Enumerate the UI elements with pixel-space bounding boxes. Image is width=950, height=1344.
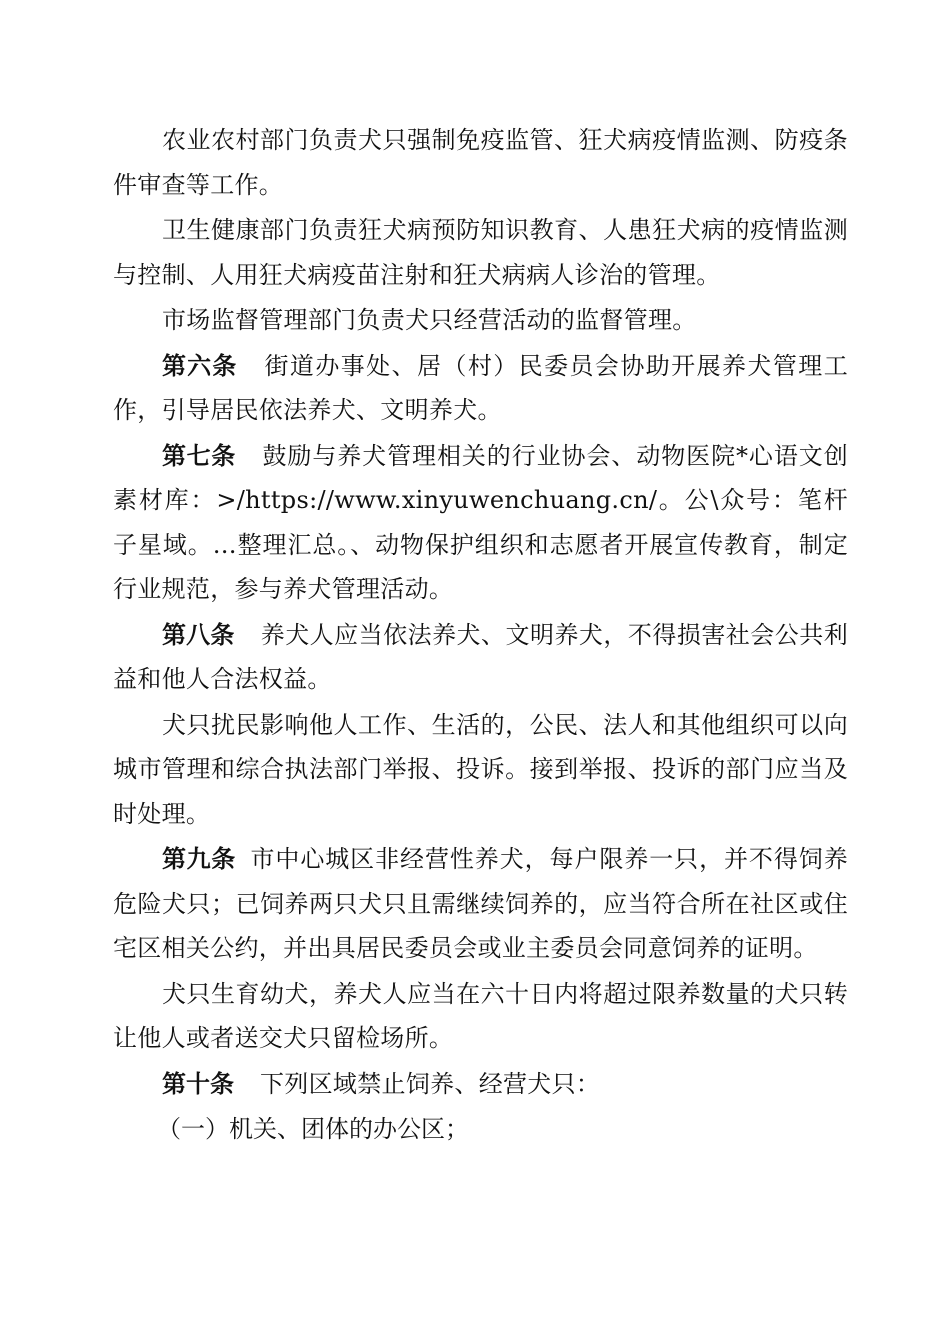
article-10 [113,1062,848,1107]
paragraph-puppies [113,972,848,1061]
article-number: 第七条 [162,441,236,470]
paragraph-text: 下列区域禁止饲养、经营犬只： [260,1069,601,1098]
paragraph-agriculture [113,118,848,207]
paragraph-text: 养犬人应当依法养犬、文明养犬，不得损害社会公共利益和他人合法权益。 [113,620,849,693]
paragraph-text: 卫生健康部门负责狂犬病预防知识教育、人患狂犬病的疫情监测与控制、人用狂犬病疫苗注射和狂犬病病人诊治的管理。 [113,216,848,289]
list-item: （一）机关、团体的办公区； [157,1115,469,1143]
paragraph-text: 犬只扰民影响他人工作、生活的，公民、法人和其他组织可以向城市管理和综合执法部门举报、投诉。接到举报、投诉的部门应当及时处理。 [113,710,848,828]
article-number: 第六条 [162,351,238,380]
article-8 [113,613,848,702]
paragraph-text: 鼓励与养犬管理相关的行业协会、动物医院*心语文创素材库：>/https://www.xinyuwenchuang.cn/。公\众号：笔杆子星域。…整理汇总。、动物保护组织和志愿者开展宣传教育，制定行业规范，参与养犬管理活动。 [113,441,849,603]
document-body [113,118,848,1152]
paragraph-text: 农业农村部门负责犬只强制免疫监管、狂犬病疫情监测、防疫条件审查等工作。 [113,126,848,199]
paragraph-health [113,208,848,297]
article-9 [113,837,848,971]
paragraph-text: 街道办事处、居（村）民委员会协助开展养犬管理工作，引导居民依法养犬、文明养犬。 [113,351,848,424]
paragraph-text: 市场监督管理部门负责犬只经营活动的监督管理。 [162,306,697,334]
article-6 [113,344,848,433]
paragraph-complaint [113,703,848,837]
paragraph-text: 市中心城区非经营性养犬，每户限养一只，并不得饲养危险犬只；已饲养两只犬只且需继续饲养的，应当符合所在社区或住宅区相关公约，并出具居民委员会或业主委员会同意饲养的证明。 [113,845,849,962]
article-7 [113,434,848,612]
article-number: 第九条 [162,845,236,873]
article-number: 第八条 [162,620,235,649]
article-number: 第十条 [162,1069,234,1098]
paragraph-text: 犬只生育幼犬，养犬人应当在六十日内将超过限养数量的犬只转让他人或者送交犬只留检场所。 [113,979,848,1052]
paragraph-market [113,298,848,343]
